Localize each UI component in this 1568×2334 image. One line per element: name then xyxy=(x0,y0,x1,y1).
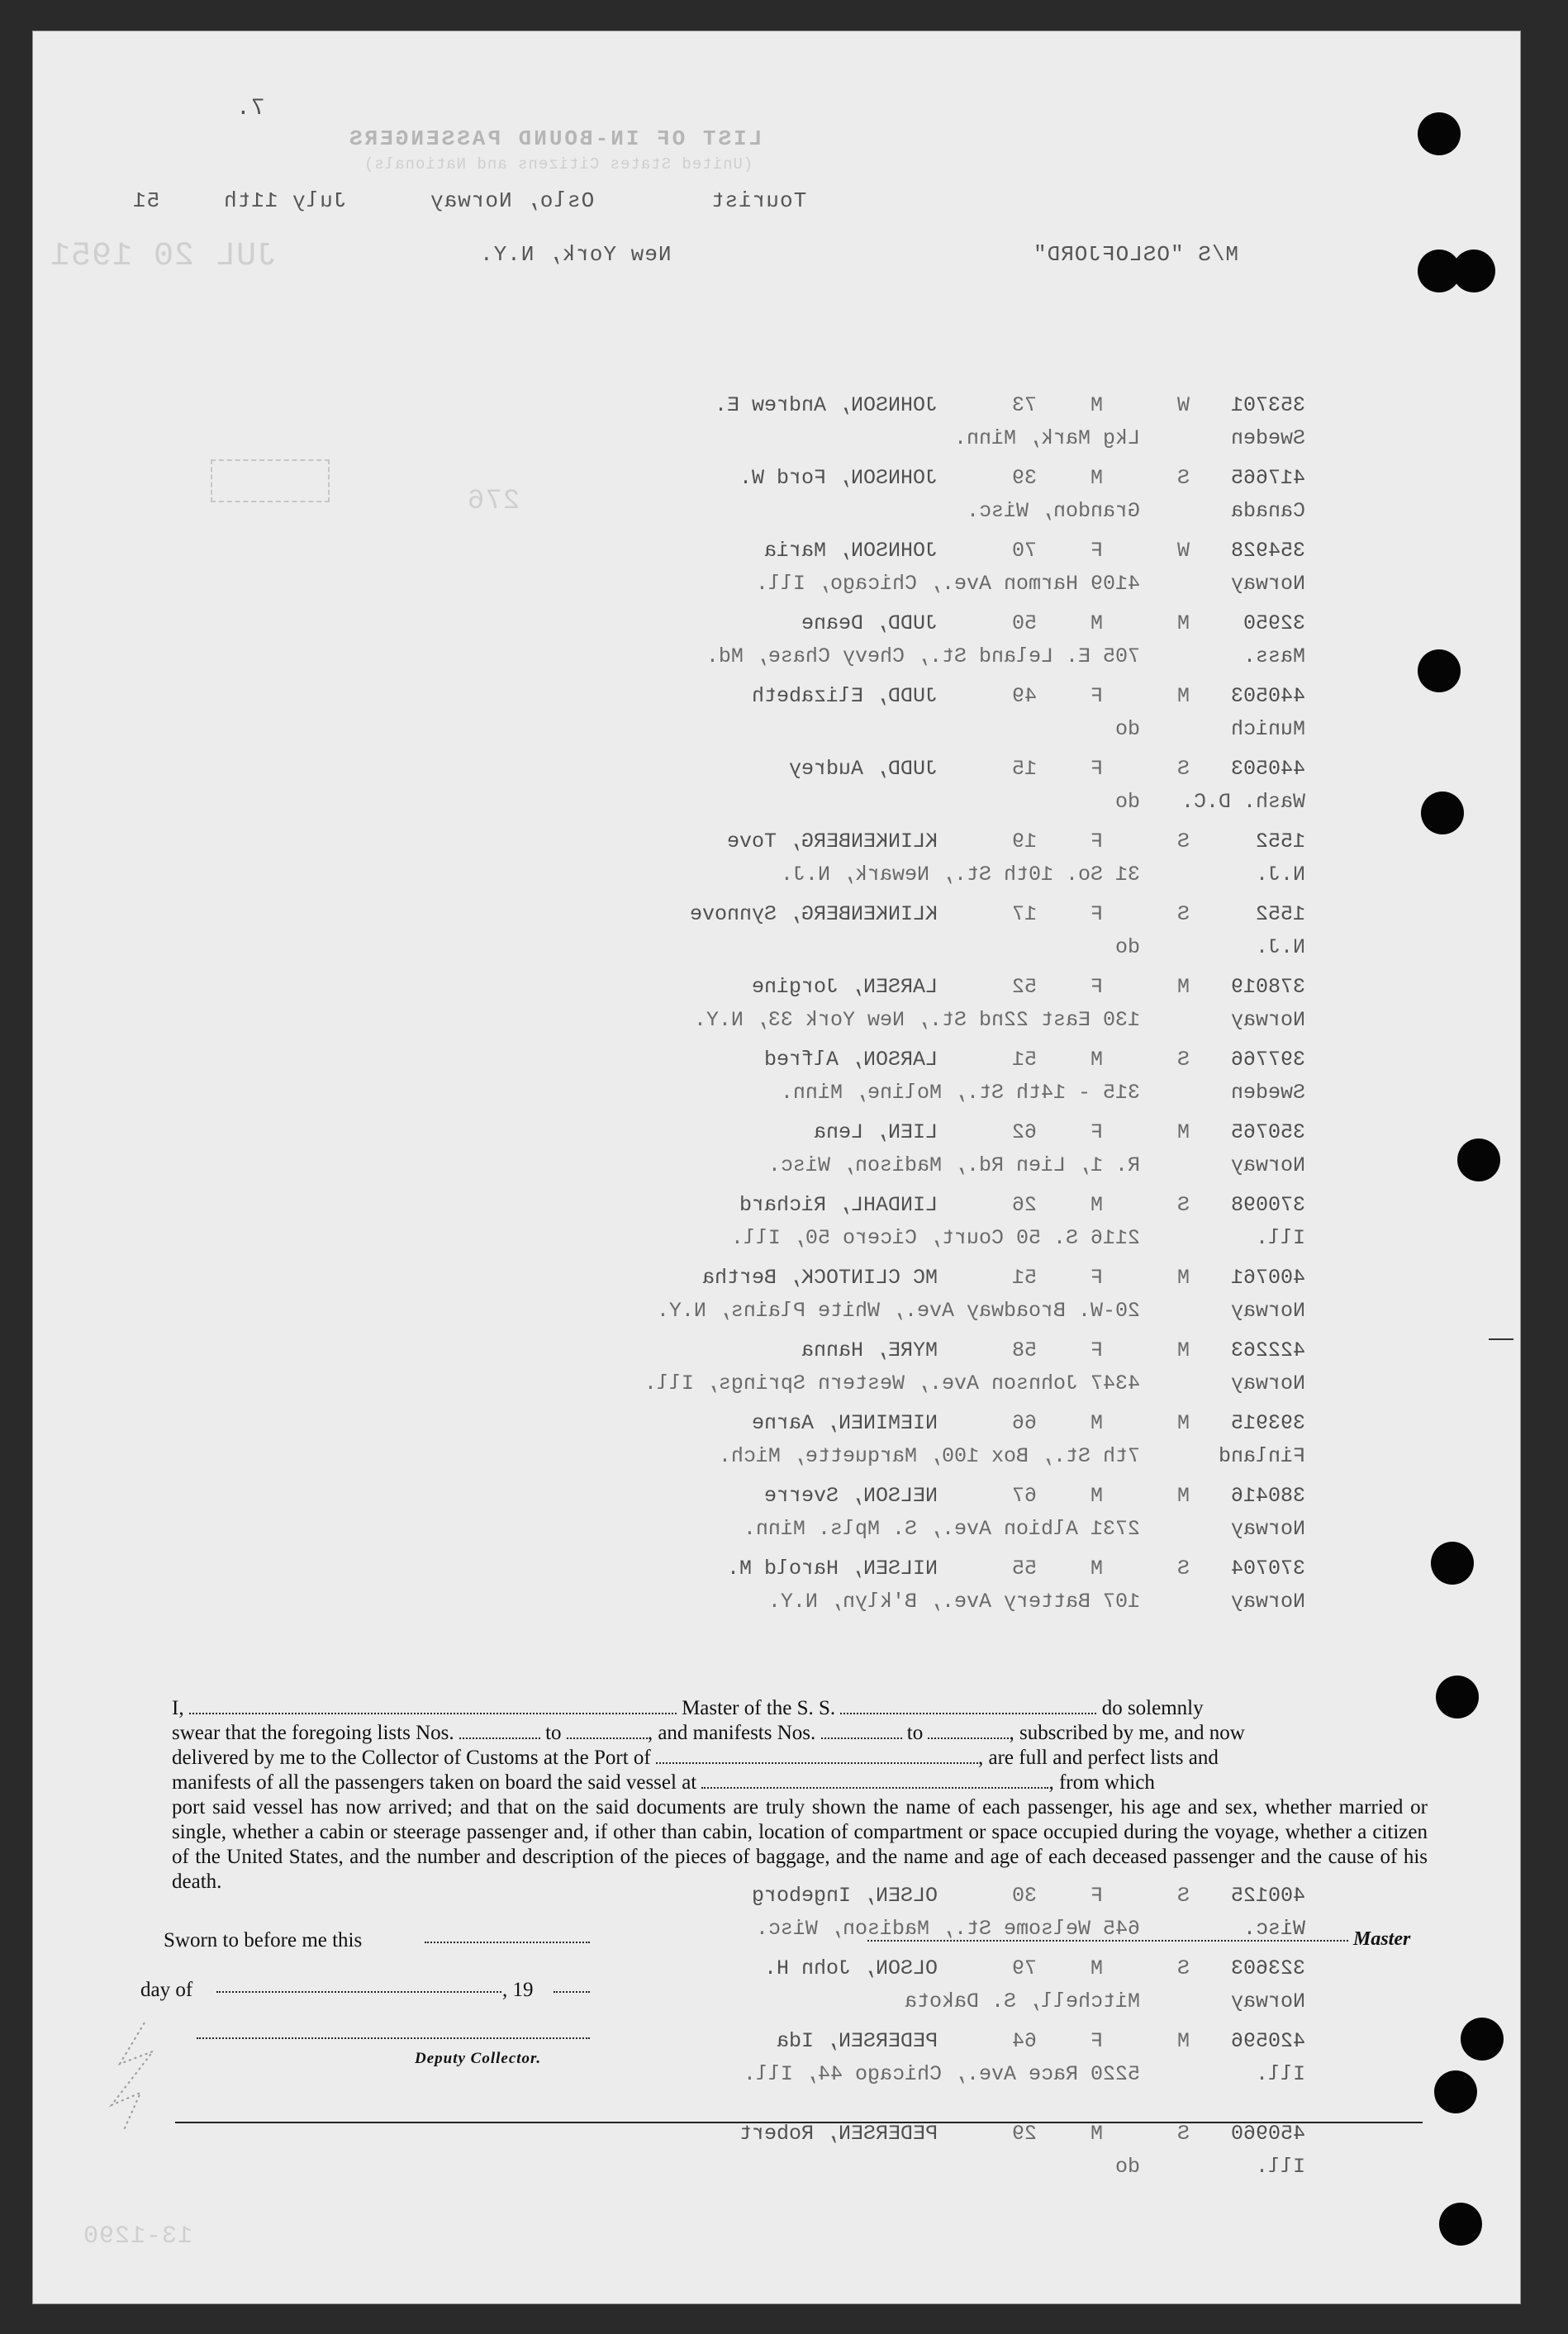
deputy-collector-label: Deputy Collector. xyxy=(415,2050,542,2067)
passenger-entry: 393915 M M 66 NIEMINEN, Aarne Finland 7th St., Box 100, Marquette, Mich. xyxy=(718,1411,1305,1468)
binder-hole xyxy=(1461,2018,1504,2061)
passenger-entry: 440503 S F 15 JUDD, Audrey Wash. D.C. do xyxy=(788,757,1305,814)
vessel-name: M/S "OSLOFJORD" xyxy=(1033,242,1239,267)
binder-hole xyxy=(1431,1542,1474,1585)
passenger-entry: 323603 S M 79 OLSON, John H. Norway Mitchell, S. Dakota xyxy=(763,1956,1305,2013)
oath-text: do solemnly xyxy=(1101,1697,1204,1719)
master-signature-line xyxy=(867,1940,1348,1942)
passenger-entry: 350765 M F 62 LIEN, Lena Norway R. 1, Lien Rd., Madison, Wisc. xyxy=(767,1120,1305,1177)
passenger-entry: 397766 S M 51 LARSON, Alfred Sweden 315 - 14th St., Moline, Minn. xyxy=(763,1048,1305,1105)
passenger-entry: 450960 S M 29 PEDERSEN, Robert Ill. do xyxy=(739,2122,1305,2179)
oath-text: Master of the S. S. xyxy=(682,1697,836,1719)
binder-hole xyxy=(1457,1138,1500,1181)
vessel-field xyxy=(840,1696,1096,1714)
oath-text: manifests of all the passengers taken on board the said vessel at xyxy=(172,1771,697,1794)
sworn-label: Sworn to before me this xyxy=(164,1929,363,1951)
port-of-arrival: New York, N.Y. xyxy=(479,242,672,267)
master-oath xyxy=(172,1696,1428,1894)
list-title: LIST OF IN-BOUND PASSENGERS xyxy=(347,126,763,151)
list-subtitle: (United States Citizens and Nationals) xyxy=(363,155,753,174)
passenger-entry: 1552 S F 19 KLINKENBERG, Tove N.J. 31 So. 10th St., Newark, N.J. xyxy=(726,829,1305,887)
arrival-stamp: JUL 20 1951 xyxy=(50,238,278,275)
side-mark: 276 xyxy=(467,486,520,517)
oath-text: swear that the foregoing lists Nos. xyxy=(172,1722,454,1744)
passenger-entry: 32950 M M 50 JUDD, Deane Mass. 705 E. Leland St., Chevy Chase, Md. xyxy=(706,611,1305,668)
pencil-scribble-mark xyxy=(95,2014,173,2138)
passenger-entry: 422263 M F 58 MYRE, Hanna Norway 4347 Johnson Ave., Western Springs, Ill. xyxy=(644,1338,1305,1395)
binder-hole xyxy=(1418,112,1461,155)
port-of-departure: Oslo, Norway xyxy=(430,188,595,213)
year-mark: 51 xyxy=(132,188,160,213)
port-field xyxy=(656,1746,978,1764)
manifest-to-field xyxy=(928,1721,1009,1739)
passenger-entry: 400761 M F 51 MC CLINTOCK, Bertha Norway 20-W. Broadway Ave., White Plains, N.Y. xyxy=(656,1266,1305,1323)
sworn-day-field xyxy=(425,1942,590,1943)
oath-text: port said vessel has now arrived; and that on the said documents are truly shown the name of each passenger, his age and sex, whether married or single, whether a cabin or steerage passenger and, if other than cabin, location of compartment or space occupied during the voyage, whether a citizen of the United States, and the number and description of the pieces of baggage, and the name and age of each deceased passenger and the cause of his death. xyxy=(172,1796,1428,1893)
passenger-entry: 440503 M F 49 JUDD, Elizabeth Munich do xyxy=(751,684,1305,741)
passenger-entry: 417665 S M 39 JOHNSON, Ford W. Canada Grandon, Wisc. xyxy=(739,466,1305,523)
passenger-entry: 380416 M M 67 NELSON, Sverre Norway 2731 Albion Ave., S. Mpls. Minn. xyxy=(743,1484,1305,1541)
page-number: 7. xyxy=(235,96,265,121)
binder-hole xyxy=(1452,250,1495,292)
list-from-field xyxy=(459,1721,540,1739)
oath-text: delivered by me to the Collector of Customs at the Port of xyxy=(172,1747,651,1769)
passenger-entry: 353701 W M 73 JOHNSON, Andrew E. Sweden Lkg Mark, Minn. xyxy=(714,393,1305,450)
day-of-label: day of xyxy=(140,1979,193,2001)
oath-text: , from which xyxy=(1048,1771,1155,1794)
passenger-entry: 1552 S F 17 KLINKENBERG, Synnove N.J. do xyxy=(689,902,1305,959)
master-name-field xyxy=(189,1696,677,1714)
departure-port-field xyxy=(701,1771,1048,1789)
passenger-entry: 370098 S M 26 LINDAHL, Richard Ill. 2116 S. 50 Court, Cicero 50, Ill. xyxy=(730,1193,1305,1250)
oath-text: to xyxy=(545,1722,562,1744)
binder-hole xyxy=(1439,2203,1482,2246)
manifest-page xyxy=(33,31,1520,2303)
sworn-year-field xyxy=(554,1991,590,1993)
binder-hole xyxy=(1434,2070,1477,2113)
manifest-from-field xyxy=(821,1721,902,1739)
binder-hole xyxy=(1436,1676,1479,1718)
binder-hole xyxy=(1418,649,1461,692)
passenger-entry: 378019 M F 52 LARSEN, Jorgine Norway 130 East 22nd St., New York 33, N.Y. xyxy=(693,975,1305,1032)
oath-text: , and manifests Nos. xyxy=(647,1722,816,1744)
year-prefix: , 19 xyxy=(502,1979,534,2001)
form-divider-line xyxy=(175,2122,1423,2123)
binder-hole xyxy=(1421,791,1464,834)
master-label: Master xyxy=(1353,1928,1411,1950)
list-to-field xyxy=(567,1721,648,1739)
footer-stamp: 13-1290 xyxy=(83,2222,193,2251)
faint-stamp-box xyxy=(211,459,330,502)
passenger-entry: 354928 W F 70 JOHNSON, Maria Norway 4109 Harmon Ave., Chicago, Ill. xyxy=(755,539,1305,596)
sworn-month-field xyxy=(216,1991,501,1993)
deputy-signature-line xyxy=(197,2037,590,2039)
oath-text: , subscribed by me, and now xyxy=(1009,1722,1245,1744)
passenger-entry: 370704 S M 55 NILSEN, Harold M. Norway 107 Battery Ave., B'klyn, N.Y. xyxy=(726,1557,1305,1614)
margin-tick-mark xyxy=(1489,1338,1513,1340)
passenger-entry: 420596 M F 64 PEDERSEN, Ida Ill. 5220 Race Ave., Chicago 44, Ill. xyxy=(743,2029,1305,2086)
passenger-entry: 400125 S F 30 OLSEN, Ingeborg Wisc. 645 Welsome St., Madison, Wisc. xyxy=(751,1884,1305,1941)
oath-text: , are full and perfect lists and xyxy=(978,1747,1219,1769)
oath-text: I, xyxy=(172,1697,184,1719)
departure-date: July 11th xyxy=(223,188,347,213)
travel-class: Tourist xyxy=(710,188,807,213)
oath-text: to xyxy=(906,1722,924,1744)
